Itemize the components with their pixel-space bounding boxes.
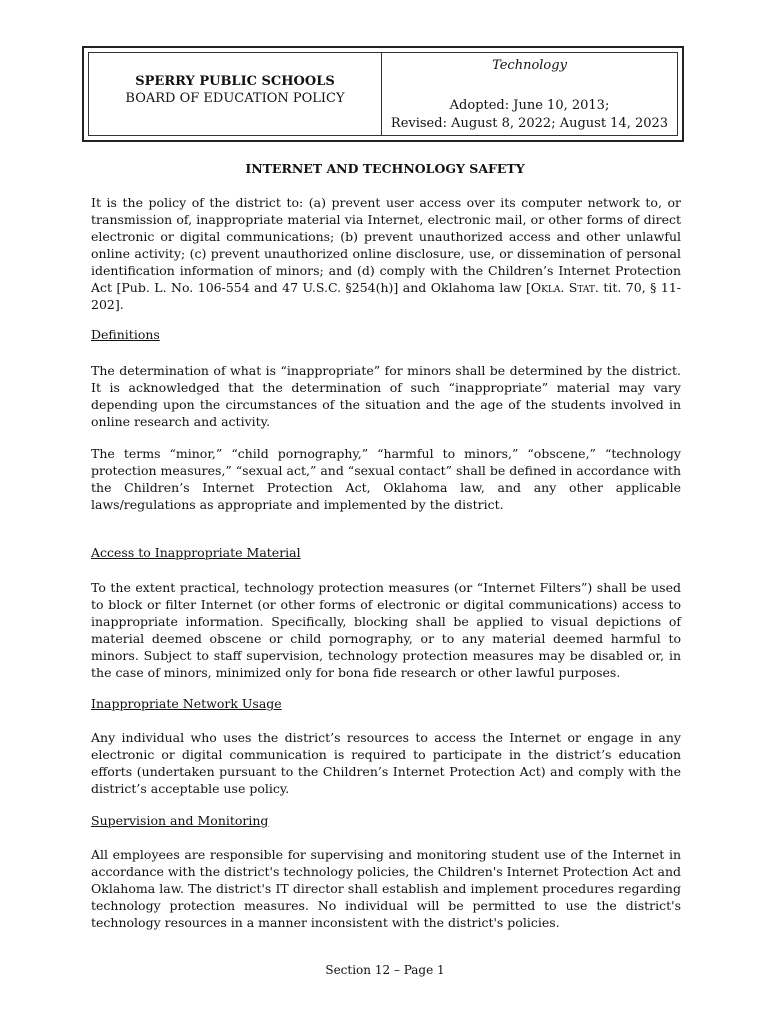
policy-category: Technology	[492, 58, 567, 73]
supervision-heading: Supervision and Monitoring	[91, 813, 269, 828]
header-left-cell	[89, 53, 382, 135]
intro-citation: Okla. Stat.	[530, 280, 599, 295]
policy-header-inner	[88, 52, 678, 136]
intro-text: It is the policy of the district to: (a) prevent user access over its computer network to, or transmission of, inappropriate material via Internet, electronic mail, or other forms of direct electronic or digital communications; (b) prevent unauthorized access and other unlawful online activity; (c) prevent unauthorized online disclosure, use, or dissemination of personal identification information of minors; and (d) comply with the Children’s Internet Protection Act [Pub. L. No. 106-554 and 47 U.S.C. §254(h)] and Oklahoma law [	[91, 195, 681, 295]
revised-date: Revised: August 8, 2022; August 14, 2023	[390, 116, 669, 131]
adopted-date: Adopted: June 10, 2013;	[449, 98, 610, 113]
board-label: BOARD OF EDUCATION POLICY	[125, 91, 345, 106]
usage-paragraph: Any individual who uses the district’s resources to access the Internet or engage in any electronic or digital communication is required to participate in the district’s education efforts (undertaken pursuant to the Children’s Internet Protection Act) and comply with the district’s acceptable use policy.	[91, 730, 681, 796]
district-name: SPERRY PUBLIC SCHOOLS	[135, 74, 335, 89]
page-footer: Section 12 – Page 1	[325, 963, 445, 977]
intro-paragraph	[91, 194, 681, 313]
definitions-paragraph-1: The determination of what is “inappropriate” for minors shall be determined by the district. It is acknowledged that the determination of such “inappropriate” material may vary depending upon the circumstances of the situation and the age of the students involved in online research and activity.	[91, 363, 681, 429]
policy-dates	[382, 97, 677, 133]
header-right-cell	[382, 53, 677, 135]
access-paragraph: To the extent practical, technology protection measures (or “Internet Filters”) shall be used to block or filter Internet (or other forms of electronic or digital communications) access to inappropriate information. Specifically, blocking shall be applied to visual depictions of material deemed obscene or child pornography, or to any material deemed harmful to minors. Subject to staff supervision, technology protection measures may be disabled or, in the case of minors, minimized only for bona fide research or other lawful purposes.	[91, 580, 681, 680]
intro-text-end: tit. 70, § 11-202].	[91, 280, 682, 312]
document-title: INTERNET AND TECHNOLOGY SAFETY	[245, 161, 525, 176]
access-heading: Access to Inappropriate Material	[91, 545, 301, 560]
usage-heading: Inappropriate Network Usage	[91, 696, 282, 711]
supervision-paragraph: All employees are responsible for supervising and monitoring student use of the Internet in accordance with the district's technology policies, the Children's Internet Protection Act and Oklahoma law. The district's IT director shall establish and implement procedures regarding technology protection measures. No individual will be permitted to use the district's technology resources in a manner inconsistent with the district's policies.	[91, 847, 681, 930]
policy-header-box	[82, 46, 684, 142]
definitions-paragraph-2: The terms “minor,” “child pornography,” “harmful to minors,” “obscene,” “technology protection measures,” “sexual act,” and “sexual contact” shall be defined in accordance with the Children’s Internet Protection Act, Oklahoma law, and any other applicable laws/regulations as appropriate and implemented by the district.	[91, 446, 682, 512]
definitions-heading: Definitions	[91, 327, 160, 342]
